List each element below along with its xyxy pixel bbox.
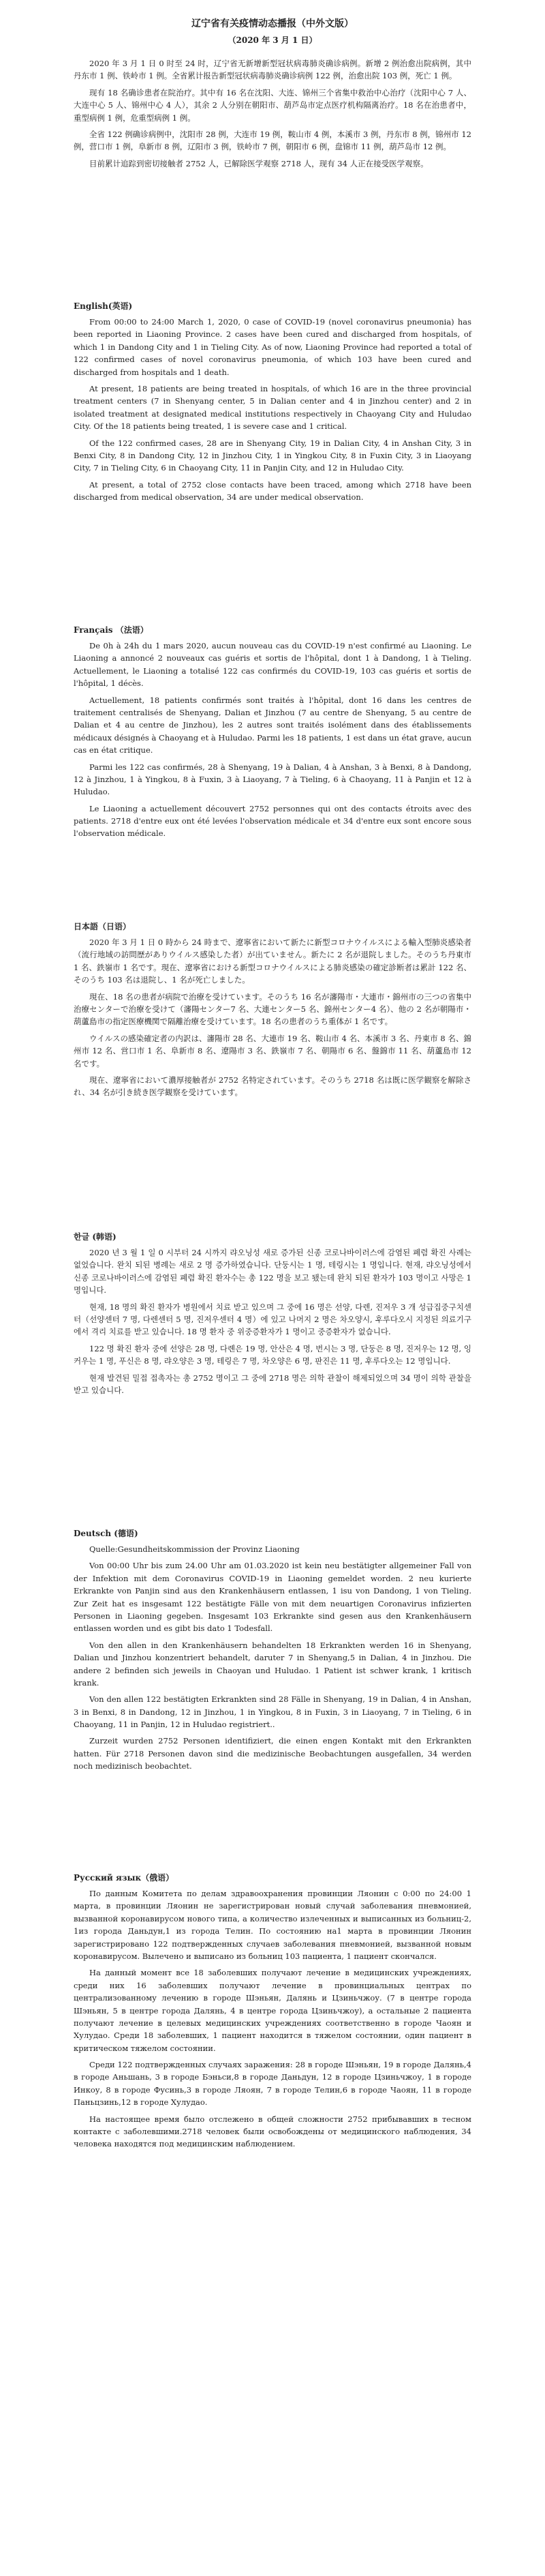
paragraph: 現在、遼寧省において濃厚接触者が 2752 名特定されています。そのうち 2718 名は既に医学観察を解除され、34 名が引き続き医学観察を受けています。: [74, 1075, 471, 1098]
paragraph: From 00:00 to 24:00 March 1, 2020, 0 case of COVID-19 (novel coronavirus pneumonia) has been reported in Liaoning Province. 2 cases have been cured and discharged from hospitals, of which 1 in Dandong City and 1 in Tieling City. As of now, Liaoning Province had reported a total of 122 confirmed cases of novel coronavirus pneumonia, of which 103 have been cured and discharged from hospitals and 1 death.: [74, 317, 471, 377]
paragraph: 2020 年 3 月 1 日 0 時から 24 時まで、遼寧省において新たに新型コロナウイルスによる輸入型肺炎感染者（流行地域の訪問歴がありウイルス感染した者）が出ていません。新たに 2 名が退院しました。そのうち丹東市 1 名、鉄嶺市 1 名です。現在、遼寧省における新型コロナウイルスによる肺炎感染の確定診断者は累計 122 名、そのうち 103 名は退院し、1 名が死亡しました。: [74, 938, 471, 985]
section-english: [74, 300, 471, 507]
section-chinese: [74, 57, 471, 174]
paragraph: По данным Комитета по делам здравоохранения провинции Ляонин с 0:00 по 24:00 1 марта, в провинции Ляонин не зарегистрирован новый случай заболевания пневмонией, вызванной коронавирусом нового типа, а количество излеченных и выписанных из больниц-2, 1из города Даньдун,1 из города Телин. По состоянию на1 марта в провинции Ляонин зарегистрировано 122 подтвержденных случаев заболевания пневмонией, вызванной новым коронавирусом. Вылечено и выписано из больниц 103 пациента, 1 пациент скончался.: [74, 1889, 471, 1961]
section-french: [74, 624, 471, 844]
paragraph: ウイルスの感染確定者の内訳は、瀋陽市 28 名、大連市 19 名、鞍山市 4 名、本溪市 3 名、丹東市 8 名、錦州市 12 名、営口市 1 名、阜新市 8 名、遼陽市 3 名、鉄嶺市 7 名、朝陽市 6 名、盤錦市 11 名、葫蘆島市 12 名です。: [74, 1033, 471, 1068]
paragraph: 2020 年 3 月 1 日 0 时至 24 时，辽宁省无新增新型冠状病毒肺炎确诊病例。新增 2 例治愈出院病例，其中丹东市 1 例、铁岭市 1 例。全省累计报告新型冠状病毒肺炎确诊病例 122 例，治愈出院 103 例，死亡 1 例。: [74, 59, 471, 81]
document-title: 辽宁省有关疫情动态播报（中外文版）: [191, 18, 354, 29]
section-russian: [74, 1872, 471, 2155]
section-heading: Français （法语）: [74, 625, 149, 635]
paragraph: Actuellement, 18 patients confirmés sont traités à l'hôpital, dont 16 dans les centres de traitement centralisés de Shenyang, Dalian et Jinzhou (7 au centre de Shenyang, 5 au centre de Dalian et 4 au centre de Jinzhou), les 2 autres sont traités isolément dans des établissements médicaux désignés à Chaoyang et à Huludao. Parmi les 18 patients, 1 est dans un état grave, aucun cas en état critique.: [74, 695, 471, 755]
paragraph: На данный момент все 18 заболевших получают лечение в медицинских учреждениях, среди них 16 заболевших получают лечение в провинциальных центрах по централизованному лечению в городе Шэньян, Далянь и Цзиньчжоу. (7 в центре города Шэньян, 5 в центре города Далянь, 4 в центре города Цзиньчжоу), а остальные 2 пациента получают лечение в целевых медицинских учреждениях соответственно в городе Чаоян и Хулудао. Среди 18 заболевших, 1 пациент находится в тяжелом состоянии, один пациент в критическом тяжелом состоянии.: [74, 1968, 471, 2053]
section-heading: 한글 (韩语): [74, 1232, 116, 1242]
paragraph: 现有 18 名确诊患者在院治疗。其中有 16 名在沈阳、大连、锦州三个省集中救治中心治疗（沈阳中心 7 人、大连中心 5 人、锦州中心 4 人），其余 2 人分别在朝阳市、葫芦岛市定点医疗机构隔离治疗。18 名在治患者中，重型病例 1 例，危重型病例 1 例。: [74, 87, 471, 123]
paragraph: Von den allen in den Krankenhäusern behandelten 18 Erkrankten werden 16 in Shenyang, Dalian und Jinzhou konzentriert behandelt, daruter 7 in Shenyang,5 in Dalian, 4 in Jinzhou. Die andere 2 befinden sich jeweils in Chaoyan und Huludao. 1 Patient ist schwer krank, 1 kritisch krank.: [74, 1640, 471, 1688]
paragraph: Parmi les 122 cas confirmés, 28 à Shenyang, 19 à Dalian, 4 à Anshan, 3 à Benxi, 8 à Dandong, 12 à Jinzhou, 1 à Yingkou, 8 à Fuxin, 3 à Liaoyang, 7 à Tieling, 6 à Chaoyang, 11 à Panjin et 12 à Huludao.: [74, 762, 471, 797]
section-japanese: [74, 920, 471, 1103]
paragraph: Of the 122 confirmed cases, 28 are in Shenyang City, 19 in Dalian City, 4 in Anshan City, 3 in Benxi City, 8 in Dandong City, 12 in Jinzhou City, 1 in Yingkou City, 8 in Fuxin City, 3 in Liaoyang City, 7 in Tieling City, 6 in Chaoyang City, 11 in Panjin City, and 12 in Huludao City.: [74, 438, 471, 473]
paragraph: 현재, 18 명의 확진 환자가 병원에서 치료 받고 있으며 그 중에 16 명은 선양, 다렌, 진저우 3 개 성급집중구치센터（선양센터 7 명, 다렌센터 5 명, 진저우센터 4 명）에 있고 나머지 2 명은 차오양시, 후루다오시 지정된 의료기구에서 격리 치료를 받고 있습니다. 18 명 환자 중 위중증환자가 1 명이고 중증환자가 없습니다.: [74, 1302, 471, 1337]
paragraph: 122 명 확진 환자 중에 선양은 28 명, 다롄은 19 명, 안산은 4 명, 번시는 3 명, 단둥은 8 명, 진저우는 12 명, 잉커우는 1 명, 푸신은 8 명, 랴오양은 3 명, 테링은 7 명, 차오양은 6 명, 판진은 11 명, 후루다오는 12 명입니다.: [74, 1343, 471, 1366]
paragraph: Von 00:00 Uhr bis zum 24.00 Uhr am 01.03.2020 ist kein neu bestätigter allgemeiner Fall von der Infektion mit dem Coronavirus COVID-19 in Liaoning gemeldet worden. 2 neu kurierte Erkrankte von Panjin sind aus den Krankenhäusern entlassen, 1 isu von Dandong, 1 von Tieling. Zur Zeit hat es insgesamt 122 bestätigte Fälle von mit dem neuartigen Coronavirus infizierten Personen in Liaoning gegeben. Insgesamt 103 Erkrankte sind gesen aus den Krankenhäusern entlassen worden und es gibt bis dato 1 Todesfall.: [74, 1561, 471, 1634]
document-date: （2020 年 3 月 1 日）: [228, 35, 317, 45]
paragraph: На настоящее время было отслежено в общей сложности 2752 прибывавших в тесном контакте с заболевшими.2718 человек были освобождены от медицинского наблюдения, 34 человека находятся под медицинским наблюдением.: [74, 2114, 471, 2149]
paragraph: 현재 발견된 밀접 접촉자는 총 2752 명이고 그 중에 2718 명은 의학 관찰이 해제되었으며 34 명이 의학 관찰을 받고 있습니다.: [74, 1373, 471, 1395]
paragraph: Von den allen 122 bestätigten Erkrankten sind 28 Fälle in Shenyang, 19 in Dalian, 4 in Anshan, 3 in Benxi, 8 in Dandong, 12 in Jinzhou, 1 in Yingkou, 8 in Fuxin, 3 in Liaoyang, 7 in Tieling, 6 in Chaoyang, 11 in Panjin, 12 in Huludao registriert..: [74, 1694, 471, 1730]
section-heading: Deutsch (德语): [74, 1529, 138, 1538]
paragraph: Quelle:Gesundheitskommission der Provinz Liaoning: [89, 1544, 300, 1554]
paragraph: At present, a total of 2752 close contacts have been traced, among which 2718 have been discharged from medical observation, 34 are under medical observation.: [74, 479, 471, 503]
paragraph: De 0h à 24h du 1 mars 2020, aucun nouveau cas du COVID-19 n'est confirmé au Liaoning. Le Liaoning a annoncé 2 nouveaux cas guéris et sortis de l'hôpital, dont 1 à Dandong, 1 à Tieling. Actuellement, le Liaoning a totalisé 122 cas confirmés du COVID-19, 103 cas guéris et sortis de l'hôpital, 1 décès.: [74, 641, 471, 689]
paragraph: Среди 122 подтвержденных случаях заражения: 28 в городе Шэньян, 19 в городе Далянь,4 в городе Аньшань, 3 в городе Бэньси,8 в городе Даньдун, 12 в городе Цзиньчжоу, 1 в городе Инкоу, 8 в городе Фусинь,3 в городе Ляоян, 7 в городе Телин,6 в городе Чаоян, 11 в городе Паньцзинь,12 в городе Хулудао.: [74, 2060, 471, 2108]
section-heading: 日本語（日语）: [74, 922, 131, 931]
paragraph: 目前累计追踪到密切接触者 2752 人，已解除医学观察 2718 人，现有 34 人正在接受医学观察。: [89, 158, 429, 168]
paragraph: 全省 122 例确诊病例中，沈阳市 28 例，大连市 19 例，鞍山市 4 例，本溪市 3 例，丹东市 8 例，锦州市 12 例，营口市 1 例，阜新市 8 例，辽阳市 3 例，铁岭市 7 例，朝阳市 6 例，盘锦市 11 例，葫芦岛市 12 例。: [74, 129, 471, 152]
section-german: [74, 1527, 471, 1777]
section-heading: Русский язык（俄语）: [74, 1873, 174, 1883]
paragraph: Le Liaoning a actuellement découvert 2752 personnes qui ont des contacts étroits avec des patients. 2718 d'entre eux ont été levées l'observation médicale et 34 d'entre eux sont encore sous l'observation médicale.: [74, 803, 471, 839]
section-korean: [74, 1231, 471, 1401]
section-heading: English(英语): [74, 301, 133, 311]
paragraph: At present, 18 patients are being treated in hospitals, of which 16 are in the three provincial treatment centers (7 in Shenyang center, 5 in Dalian center and 4 in Jinzhou center) and 2 in isolated treatment at designated medical institutions respectively in Chaoyang City and Huludao City. Of the 18 patients being treated, 1 is severe case and 1 critical.: [74, 383, 471, 432]
paragraph: 2020 년 3 월 1 일 0 시부터 24 시까지 랴오닝성 새로 증가된 신종 코로나바이러스에 감염된 폐렴 확진 사례는 없었습니다. 완치 되된 병례는 새로 2 명 증가하였습니다. 단둥시는 1 명, 테링시는 1 명입니다. 현재, 랴오닝성에서 신종 코로나바이러스에 감염된 폐렴 확진 환자수는 총 122 명을 보고 됐는데 완치 되된 환자가 103 명이고 사망은 1 명입니다.: [74, 1248, 471, 1296]
paragraph: 現在、18 名の患者が病院で治療を受けています。そのうち 16 名が瀋陽市・大連市・錦州市の三つの省集中治療センターで治療を受けて（瀋陽センター7 名、大連センター5 名、錦州センター4 名）、他の 2 名が朝陽市・葫蘆島市の指定医療機関で隔離治療を受けています。18 名の患者のうち重体が 1 名です。: [74, 991, 471, 1027]
paragraph: Zurzeit wurden 2752 Personen identifiziert, die einen engen Kontakt mit den Erkrankten hatten. Für 2718 Personen davon sind die medizinische Beobachtungen ausgefallen, 34 werden noch medizinisch beobachtet.: [74, 1736, 471, 1771]
